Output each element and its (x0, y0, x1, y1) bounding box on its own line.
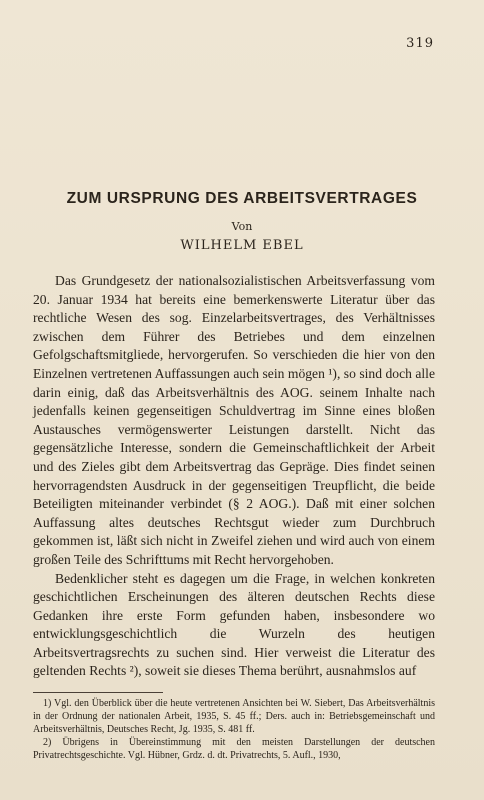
footnotes (33, 697, 435, 762)
footnote: 2) Übrigens in Übereinstimmung mit den meisten Darstellungen der deutschen Privatrechtsgeschichte. Vgl. Hübner, Grdz. d. dt. Privatrechts, 5. Aufl., 1930, (33, 737, 435, 761)
paragraph: Bedenklicher steht es dagegen um die Frage, in welchen konkreten geschichtlichen Erscheinungen des älteren deutschen Rechts diese Gedanken ihre erste Form gefunden haben, insbesondere wo entwicklungsgeschichtlich die Wurzeln des heutigen Arbeitsvertragsrechts zu suchen sind. Hier verweist die Literatur des geltenden Rechts ²), soweit sie dieses Thema berührt, ausnahmslos auf (33, 570, 435, 679)
paragraph: Das Grundgesetz der nationalsozialistischen Arbeitsverfassung vom 20. Januar 1934 hat bereits eine bemerkenswerte Literatur über das rechtliche Wesen des sog. Einzelarbeitsvertrages, des Verhältnisses zwischen dem Führer des Betriebes und dem einzelnen Gefolgschaftsmitgliede, hervorgerufen. So verschieden die hier von den Einzelnen vertretenen Auffassungen auch sein mögen ¹), so sind doch alle darin einig, daß das Arbeitsverhältnis des AOG. seinem Inhalte nach jedenfalls keinen gegenseitigen Schuldvertrag im Sinne eines bloßen Austausches vermögenswerter Leistungen darstellt. Nicht das gegensätzliche Interesse, sondern die Gemeinschaftlichkeit der Arbeit und des Zieles gibt dem Arbeitsvertrag das Gepräge. Dies findet seinen hervorragendsten Ausdruck in der gegenseitigen Treupflicht, die beide Beteiligten miteinander verbindet (§ 2 AOG.). Daß mit einer solchen Auffassung altes deutsches Rechtsgut wieder zum Durchbruch gekommen ist, läßt sich nicht in Zweifel ziehen und wird auch von einem großen Teile des Schrifttums mit Recht hervorgehoben. (33, 273, 435, 567)
body-text (33, 272, 435, 681)
page-number: 319 (406, 36, 434, 51)
footnote: 1) Vgl. den Überblick über die heute vertretenen Ansichten bei W. Siebert, Das Arbeitsverhältnis in der Ordnung der nationalen Arbeit, 1935, S. 45 ff.; Ders. auch in: Betriebsgemeinschaft und Arbeitsverhältnis, Deutsches Recht, Jg. 1935, S. 481 ff. (33, 698, 435, 735)
article-title: ZUM URSPRUNG DES ARBEITSVERTRAGES (66, 190, 418, 207)
byline-prefix: Von (231, 220, 253, 233)
footnote-divider (33, 692, 163, 693)
author-name: WILHELM EBEL (180, 238, 304, 253)
